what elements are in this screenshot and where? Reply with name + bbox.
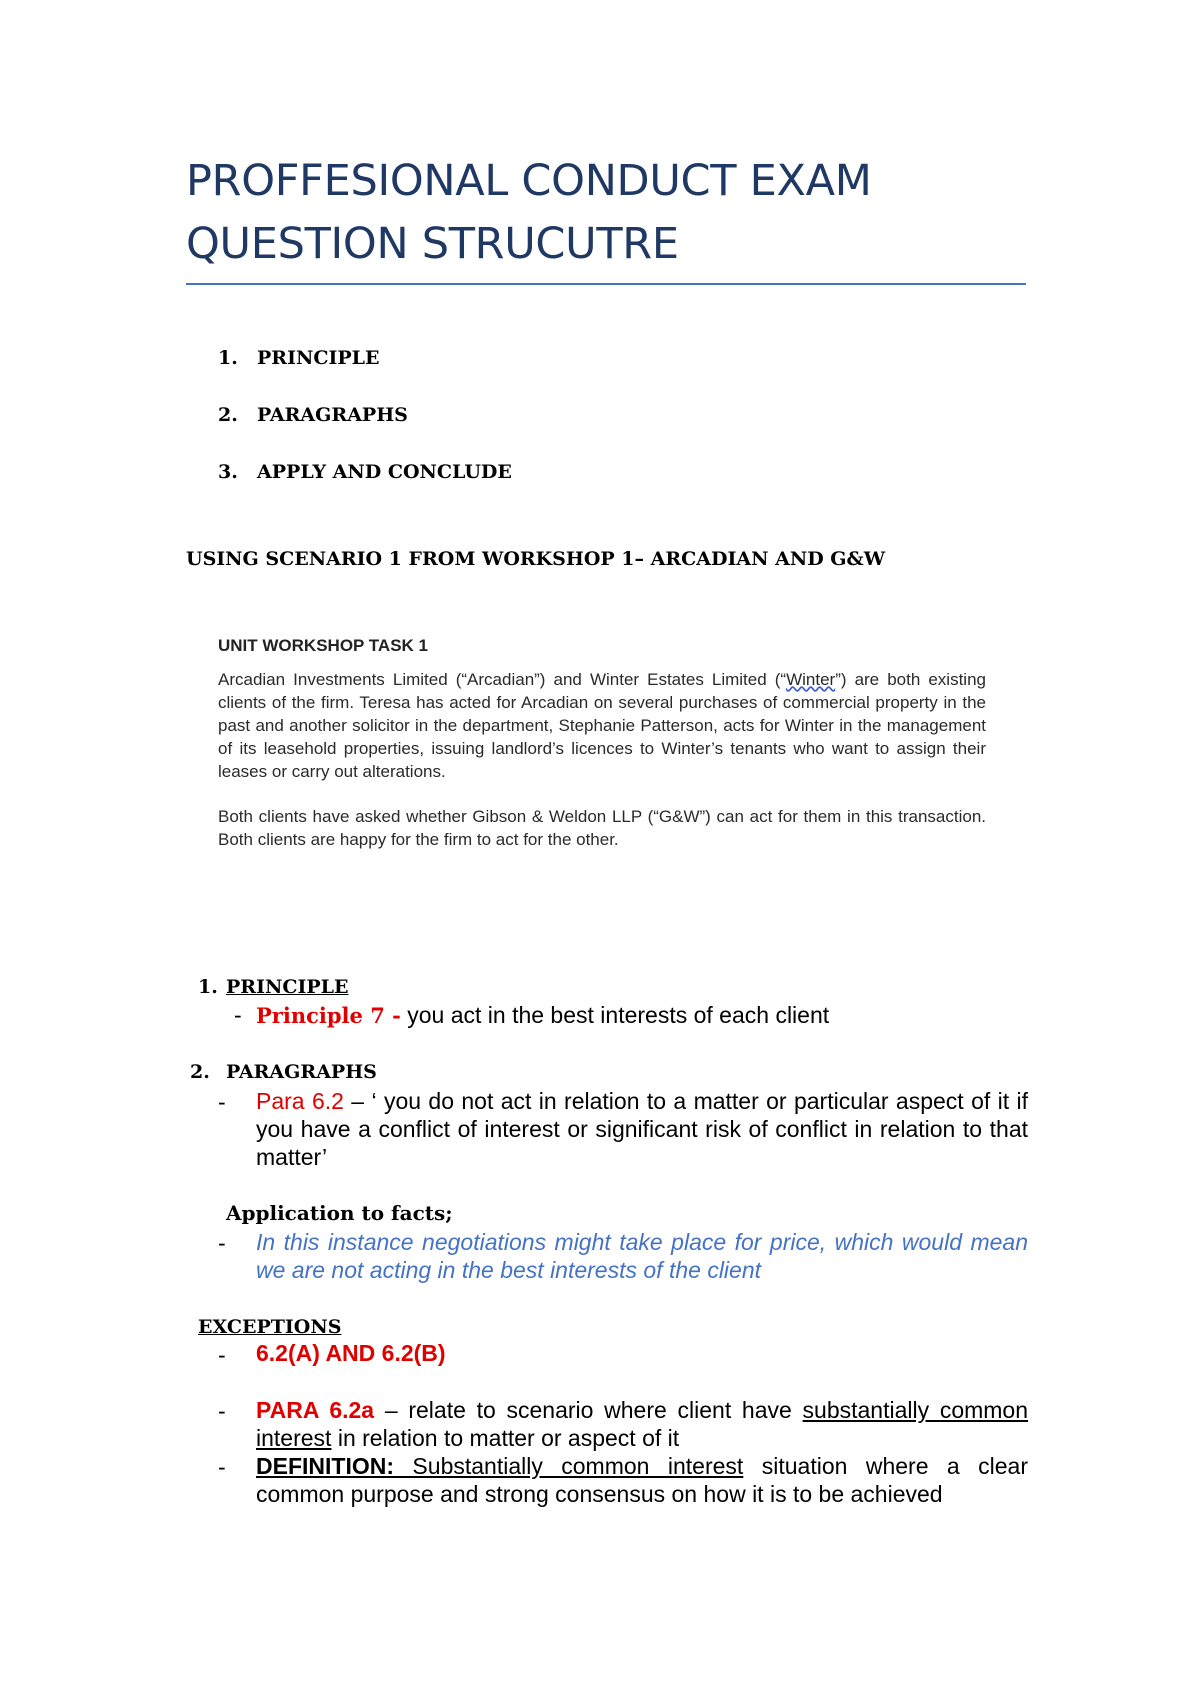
snippet-p1-start: Arcadian Investments Limited (“Arcadian”) and Winter Estates Limited (“ xyxy=(218,670,787,689)
exception-3-dash: - xyxy=(218,1454,226,1480)
snippet-paragraph-1 xyxy=(218,668,986,783)
application-dash: - xyxy=(218,1230,226,1256)
principle-7-text: you act in the best interests of each client xyxy=(400,1002,830,1028)
para-6-2a-text-b: in relation to matter or aspect of it xyxy=(331,1425,680,1451)
structure-item-paragraphs: PARAGRAPHS xyxy=(257,404,408,426)
para-6-2a-item xyxy=(256,1396,1028,1452)
principle-7-item xyxy=(256,1002,829,1029)
exception-2-dash: - xyxy=(218,1398,226,1424)
section1-dash: - xyxy=(234,1002,242,1028)
definition-item xyxy=(256,1452,1028,1508)
structure-num-3: 3. xyxy=(218,461,238,483)
para-6-2-item xyxy=(256,1087,1028,1171)
para-6-2a-text-a: – relate to scenario where client have xyxy=(374,1397,803,1423)
structure-num-2: 2. xyxy=(218,404,238,426)
document-title xyxy=(186,150,1026,276)
definition-text: situation where a clear common purpose and strong consensus on how it is to be achieved xyxy=(256,1453,1029,1507)
snippet-winter-word: Winter xyxy=(786,670,836,689)
definition-label: DEFINITION: xyxy=(256,1453,394,1479)
title-line-2: QUESTION STRUCUTRE xyxy=(186,219,679,269)
exception-1-dash: - xyxy=(218,1342,226,1368)
application-heading: Application to facts; xyxy=(226,1201,453,1225)
exceptions-heading: EXCEPTIONS xyxy=(198,1316,342,1338)
scenario-heading: USING SCENARIO 1 FROM WORKSHOP 1– ARCADIAN AND G&W xyxy=(186,548,886,570)
para-6-2a-underlined: substantially common interest xyxy=(256,1397,1029,1451)
snippet-heading: UNIT WORKSHOP TASK 1 xyxy=(218,636,428,655)
section2-dash: - xyxy=(218,1089,226,1115)
structure-num-1: 1. xyxy=(218,347,238,369)
application-text: In this instance negotiations might take place for price, which would mean we are not acting in the best interests of the client xyxy=(256,1229,1028,1283)
title-line-1: PROFFESIONAL CONDUCT EXAM xyxy=(186,156,872,206)
para-6-2a-label: PARA 6.2a xyxy=(256,1397,375,1423)
para-6-2-text: – ‘ you do not act in relation to a matter or particular aspect of it if you have a conflict of interest or significant risk of conflict in relation to that matter’ xyxy=(256,1088,1028,1170)
definition-underlined: Substantially common interest xyxy=(394,1453,744,1479)
snippet-p1-end: ”) are both existing clients of the firm. Teresa has acted for Arcadian on several purchases of commercial property in the past and another solicitor in the department, Stephanie Patterson, acts for Winter in the management of its leasehold properties, issuing landlord’s licences to Winter’s tenants who want to assign their leases or carry out alterations. xyxy=(218,670,986,781)
principle-7-label: Principle 7 - xyxy=(256,1003,401,1028)
structure-item-apply: APPLY AND CONCLUDE xyxy=(257,461,512,483)
snippet-paragraph-2: Both clients have asked whether Gibson & Weldon LLP (“G&W”) can act for them in this transaction. Both clients are happy for the firm to act for the other. xyxy=(218,807,986,849)
exception-6-2a-6-2b: 6.2(A) AND 6.2(B) xyxy=(256,1340,446,1366)
title-underline-rule xyxy=(186,283,1026,285)
para-6-2-label: Para 6.2 xyxy=(256,1088,344,1114)
scenario-snippet-image xyxy=(218,636,986,851)
section2-number: 2. xyxy=(190,1061,210,1083)
section2-heading: PARAGRAPHS xyxy=(226,1061,377,1083)
section1-heading: PRINCIPLE xyxy=(226,976,349,998)
structure-item-principle: PRINCIPLE xyxy=(257,347,380,369)
section1-number: 1. xyxy=(198,976,218,998)
